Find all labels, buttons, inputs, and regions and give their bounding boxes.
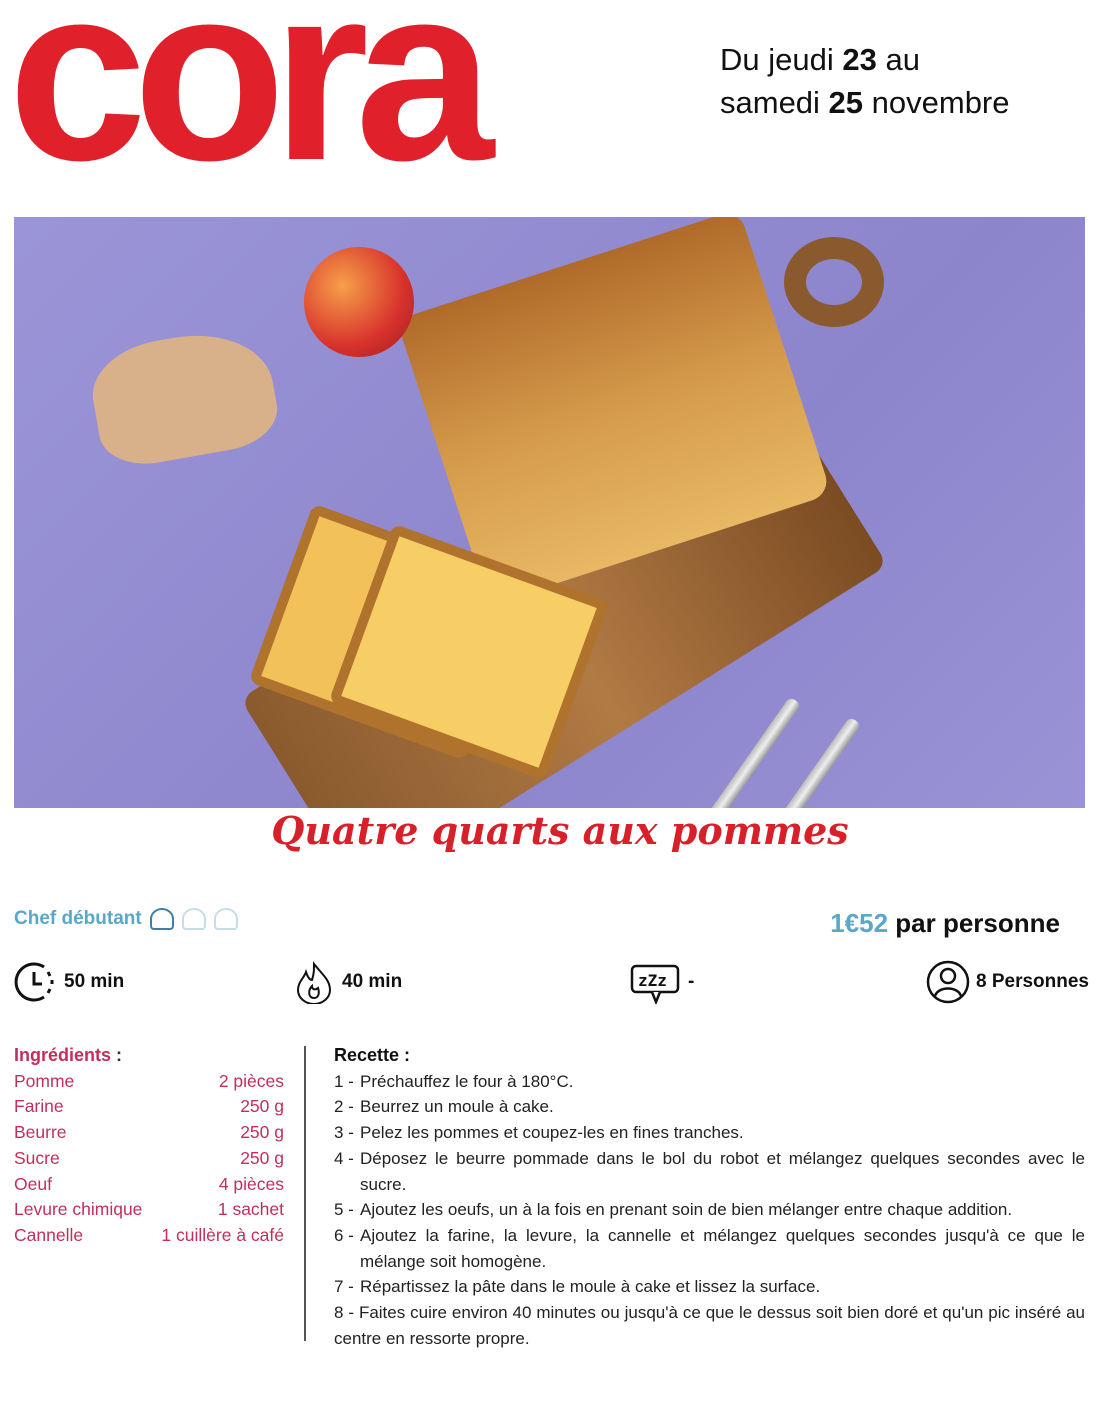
date-text: au	[876, 42, 920, 77]
fork	[641, 696, 802, 808]
recipe-step	[334, 1146, 1085, 1197]
promo-dates	[720, 38, 1010, 124]
chef-hat-icon	[150, 908, 174, 930]
apple	[304, 247, 414, 357]
ingredient-name: Sucre	[14, 1147, 60, 1168]
cora-logo: cora	[8, 0, 481, 212]
start-day: 23	[842, 42, 877, 77]
ingredient-qty: 250 g	[240, 1122, 284, 1143]
svg-text:zZz: zZz	[638, 971, 667, 990]
ingredients-heading-text: Ingrédients	[14, 1045, 112, 1065]
recipe-step	[334, 1223, 1085, 1274]
recipe-step	[334, 1094, 1085, 1120]
ingredients-colon: :	[111, 1045, 123, 1065]
chef-hat-icon	[182, 908, 206, 930]
recipe-step	[334, 1300, 1085, 1351]
ingredient-row	[14, 1172, 284, 1198]
toy-horse	[85, 322, 283, 471]
step-text: Déposez le beurre pommade dans le bol du robot et mélangez quelques secondes avec le sucre.	[360, 1148, 1085, 1194]
end-day: 25	[828, 85, 864, 120]
price-per-person	[830, 908, 1060, 939]
date-text: novembre	[863, 85, 1010, 120]
step-text: Ajoutez les oeufs, un à la fois en prenant soin de bien mélanger entre chaque addition.	[360, 1200, 1013, 1220]
step-text: Beurrez un moule à cake.	[360, 1097, 554, 1117]
step-text: Préchauffez le four à 180°C.	[360, 1071, 574, 1091]
recipe-step	[334, 1120, 1085, 1146]
recipe-title: Quatre quarts aux pommes	[271, 808, 849, 853]
chef-hat-icon	[214, 908, 238, 930]
board-handle	[784, 237, 884, 327]
prep-time	[14, 960, 124, 1004]
ingredient-row	[14, 1094, 284, 1120]
price-suffix: par personne	[888, 908, 1060, 938]
person-icon	[926, 960, 970, 1004]
servings-value: 8 Personnes	[976, 971, 1089, 992]
difficulty-label: Chef débutant	[14, 908, 142, 929]
ingredient-name: Farine	[14, 1096, 64, 1117]
cook-time	[292, 960, 402, 1004]
step-number: 2 -	[334, 1097, 354, 1117]
ingredient-name: Cannelle	[14, 1224, 84, 1245]
recipe-photo	[14, 217, 1085, 808]
step-number: 5 -	[334, 1200, 354, 1220]
servings	[926, 960, 1089, 1004]
step-number: 4 -	[334, 1148, 354, 1168]
flame-icon	[292, 960, 336, 1004]
ingredient-name: Oeuf	[14, 1173, 52, 1194]
ingredients-heading	[14, 1043, 284, 1069]
step-text: Pelez les pommes et coupez-les en fines tranches.	[360, 1123, 744, 1143]
ingredient-name: Levure chimique	[14, 1199, 143, 1220]
ingredient-qty: 1 sachet	[217, 1199, 284, 1220]
ingredients-list	[14, 1043, 284, 1249]
recipe-step	[334, 1069, 1085, 1095]
ingredient-qty: 1 cuillère à café	[161, 1224, 284, 1245]
recipe-step	[334, 1197, 1085, 1223]
price-amount: 1€52	[830, 908, 889, 938]
rest-time-value: -	[688, 971, 695, 992]
step-text: Répartissez la pâte dans le moule à cake et lissez la surface.	[360, 1277, 821, 1297]
rest-time	[630, 960, 694, 1004]
step-number: 1 -	[334, 1071, 354, 1091]
ingredient-row	[14, 1069, 284, 1095]
column-divider	[304, 1046, 306, 1341]
recipe-heading: Recette :	[334, 1045, 411, 1065]
step-number: 3 -	[334, 1123, 354, 1143]
date-text: samedi	[720, 85, 829, 120]
step-number: 7 -	[334, 1277, 354, 1297]
step-text: Ajoutez la farine, la levure, la cannelle et mélangez quelques secondes jusqu'à ce que le mélange soit homogène.	[360, 1225, 1085, 1271]
ingredient-name: Pomme	[14, 1070, 75, 1091]
step-number: 8 -	[334, 1303, 359, 1323]
ingredient-row	[14, 1223, 284, 1249]
ingredient-qty: 250 g	[240, 1147, 284, 1168]
step-number: 6 -	[334, 1225, 354, 1245]
prep-time-value: 50 min	[64, 971, 125, 992]
ingredient-qty: 4 pièces	[218, 1173, 284, 1194]
ingredient-row	[14, 1146, 284, 1172]
difficulty	[14, 908, 238, 930]
cook-time-value: 40 min	[342, 971, 403, 992]
recipe-step	[334, 1274, 1085, 1300]
ingredient-qty: 250 g	[240, 1096, 284, 1117]
sleep-icon	[630, 960, 682, 1004]
ingredient-qty: 2 pièces	[218, 1070, 284, 1091]
ingredient-row	[14, 1120, 284, 1146]
clock-icon	[14, 960, 58, 1004]
recipe-steps	[334, 1043, 1085, 1351]
date-text: Du jeudi	[720, 42, 843, 77]
ingredient-name: Beurre	[14, 1122, 67, 1143]
ingredient-row	[14, 1197, 284, 1223]
step-text: Faites cuire environ 40 minutes ou jusqu'à ce que le dessus soit bien doré et qu'un pic inséré au centre en ressorte propre.	[334, 1303, 1086, 1348]
